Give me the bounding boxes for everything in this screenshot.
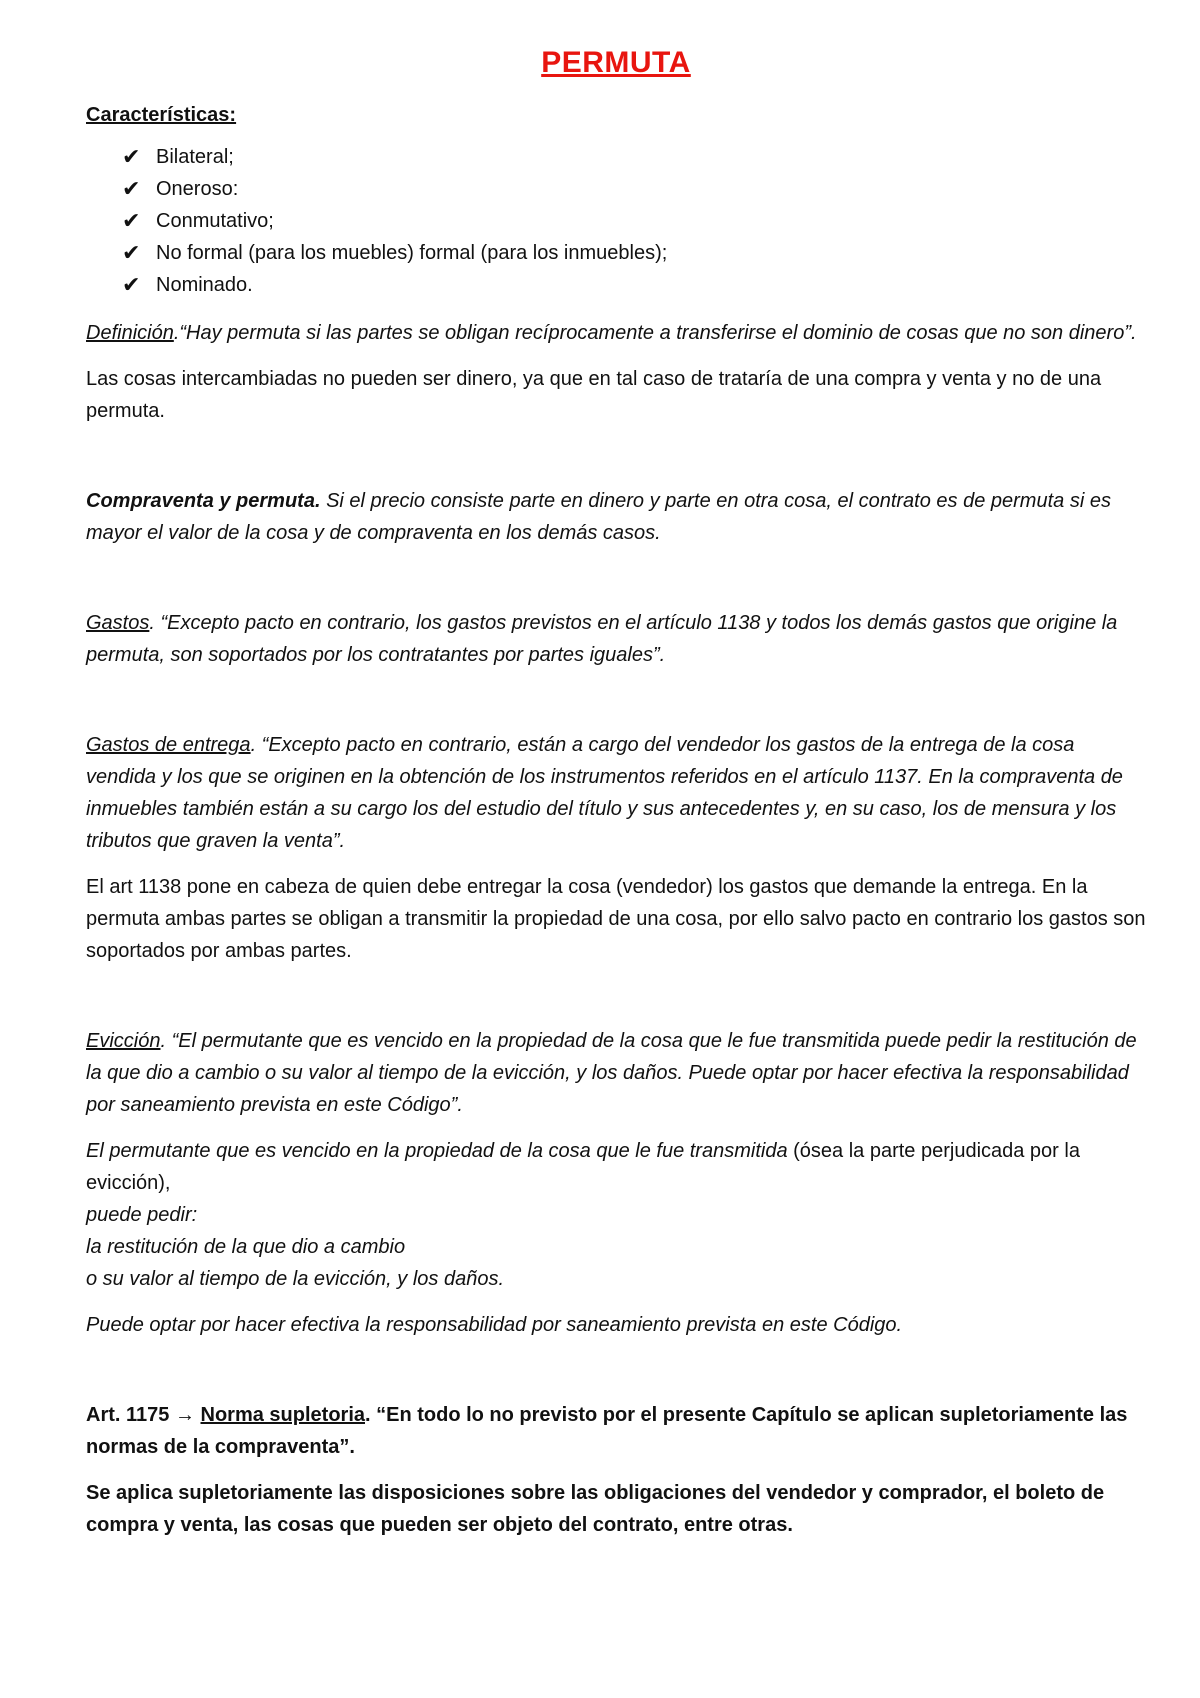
eviccion-line: la restitución de la que dio a cambio [86, 1236, 406, 1258]
optar-paragraph: Puede optar por hacer efectiva la responsabilidad por saneamiento prevista en este Código. [86, 1314, 903, 1336]
list-item: ✔ Conmutativo; [122, 205, 1146, 237]
gastos-entrega-paragraph: Gastos de entrega. “Excepto pacto en contrario, están a cargo del vendedor los gastos de la entrega de la cosa vendida y los que se originen en la obtención de los instrumentos referidos en el artículo 1137. En la compraventa de inmuebles también están a su cargo los del estudio del título y sus antecedentes y, en su caso, los de mensura y los tributos que graven la venta”. [86, 734, 1123, 852]
eviccion-label: Evicción [86, 1030, 161, 1052]
check-icon: ✔ [122, 272, 141, 297]
norma-supletoria-label: Norma supletoria [200, 1404, 365, 1426]
final-note-paragraph: Se aplica supletoriamente las disposiciones sobre las obligaciones del vendedor y comprador, el boleto de compra y venta, las cosas que pueden ser objeto del contrato, entre otras. [86, 1482, 1105, 1536]
list-item: ✔ Bilateral; [122, 141, 1146, 173]
art1175-label: Art. 1175 → [86, 1404, 195, 1426]
check-icon: ✔ [122, 240, 141, 265]
compraventa-label: Compraventa y permuta. [86, 490, 321, 512]
document-title: PERMUTA [541, 46, 691, 79]
art1175-paragraph: Art. 1175 → Norma supletoria. “En todo lo no previsto por el presente Capítulo se aplican supletoriamente las normas de la compraventa”. [86, 1404, 1128, 1458]
gastos-label: Gastos [86, 612, 150, 634]
definition-text: “Hay permuta si las partes se obligan recíprocamente a transferirse el dominio de cosas que no son dinero”. [179, 322, 1137, 344]
art1138-note-paragraph: El art 1138 pone en cabeza de quien debe entregar la cosa (vendedor) los gastos que demande la entrega. En la permuta ambas partes se obligan a transmitir la propiedad de una cosa, por ello salvo pacto en contrario los gastos son soportados por ambas partes. [86, 876, 1146, 962]
compraventa-paragraph: Compraventa y permuta. Si el precio consiste parte en dinero y parte en otra cosa, el contrato es de permuta si es mayor el valor de la cosa y de compraventa en los demás casos. [86, 490, 1111, 544]
eviccion-line: puede pedir: [86, 1204, 198, 1226]
check-icon: ✔ [122, 208, 141, 233]
characteristics-heading: Características: [86, 104, 237, 126]
list-item: ✔ Nominado. [122, 269, 1146, 301]
eviccion-explain-paragraph: El permutante que es vencido en la propiedad de la cosa que le fue transmitida (ósea la parte perjudicada por la evicción), [86, 1140, 1080, 1194]
eviccion-paragraph: Evicción. “El permutante que es vencido en la propiedad de la cosa que le fue transmitida puede pedir la restitución de la que dio a cambio o su valor al tiempo de la evicción, y los daños. Puede optar por hacer efectiva la responsabilidad por saneamiento prevista en este Código”. [86, 1030, 1137, 1116]
definition-paragraph: Definición.“Hay permuta si las partes se obligan recíprocamente a transferirse el dominio de cosas que no son dinero”. [86, 322, 1137, 344]
document-page [86, 46, 1146, 1541]
characteristics-list [86, 141, 1146, 301]
eviccion-line: o su valor al tiempo de la evicción, y los daños. [86, 1268, 504, 1290]
check-icon: ✔ [122, 176, 141, 201]
definition-label: Definición [86, 322, 174, 344]
list-item: ✔ No formal (para los muebles) formal (para los inmuebles); [122, 237, 1146, 269]
list-item: ✔ Oneroso: [122, 173, 1146, 205]
money-note-paragraph: Las cosas intercambiadas no pueden ser dinero, ya que en tal caso de trataría de una compra y venta y no de una permuta. [86, 368, 1102, 422]
gastos-paragraph: Gastos. “Excepto pacto en contrario, los gastos previstos en el artículo 1138 y todos los demás gastos que origine la permuta, son soportados por los contratantes por partes iguales”. [86, 612, 1118, 666]
check-icon: ✔ [122, 144, 141, 169]
gastos-entrega-label: Gastos de entrega [86, 734, 251, 756]
